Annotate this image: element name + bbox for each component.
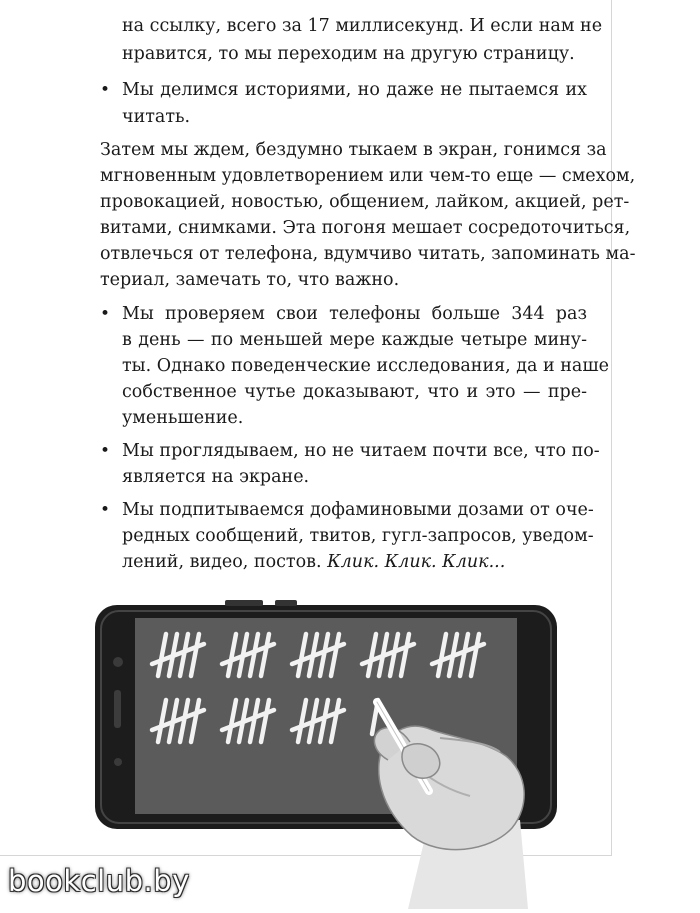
bullet-item-line: редных сообщений, твитов, гугл-запросов, уведом- bbox=[122, 526, 594, 546]
bullet-item-line: читать. bbox=[122, 107, 191, 127]
bullet-item-line: Мы подпитываемся дофаминовыми дозами от оче- bbox=[122, 500, 594, 520]
bullet-item-line: Мы проверяем свои телефоны больше 344 раз bbox=[122, 304, 587, 324]
phone-speaker-icon bbox=[114, 690, 121, 728]
paragraph-line: отвлечься от телефона, вдумчиво читать, запоминать ма- bbox=[100, 244, 636, 264]
phone-sensor-icon bbox=[114, 758, 122, 766]
phone-camera-icon bbox=[113, 657, 123, 667]
bullet-item-line: Мы проглядываем, но не читаем почти все, что по- bbox=[122, 441, 600, 461]
phone-side-button bbox=[275, 600, 297, 606]
bullet-item-line: собственное чутье доказывают, что и это — пре- bbox=[122, 382, 587, 402]
paragraph-line: витами, снимками. Эта погоня мешает сосредоточиться, bbox=[100, 218, 631, 238]
click-click-text: Клик. Клик. Клик... bbox=[327, 552, 506, 572]
paragraph-line: провокацией, новостью, общением, лайком, акцией, рет- bbox=[100, 192, 630, 212]
site-watermark: bookclub.by bbox=[8, 864, 190, 898]
paragraph-line: териал, замечать то, что важно. bbox=[100, 270, 400, 290]
text-line: нравится, то мы переходим на другую страницу. bbox=[122, 44, 575, 64]
phone-side-button bbox=[225, 600, 263, 606]
bullet-item-line: является на экране. bbox=[122, 467, 310, 487]
bullet-item-line: Мы делимся историями, но даже не пытаемся их bbox=[122, 80, 587, 100]
bullet-marker: • bbox=[100, 441, 111, 461]
bullet-item-line: уменьшение. bbox=[122, 408, 244, 428]
paragraph-line: Затем мы ждем, бездумно тыкаем в экран, гонимся за bbox=[100, 140, 607, 160]
text-line: на ссылку, всего за 17 миллисекунд. И если нам не bbox=[122, 16, 603, 36]
paragraph-line: мгновенным удовлетворением или чем-то еще — смехом, bbox=[100, 166, 636, 186]
bullet-item-line: в день — по меньшей мере каждые четыре мину- bbox=[122, 330, 587, 350]
bullet-marker: • bbox=[100, 304, 111, 324]
bullet-marker: • bbox=[100, 80, 111, 100]
bullet-item-line: ты. Однако поведенческие исследования, да и наше bbox=[122, 356, 609, 376]
bullet-marker: • bbox=[100, 500, 111, 520]
bullet-item-text: лений, видео, постов. bbox=[122, 552, 328, 572]
